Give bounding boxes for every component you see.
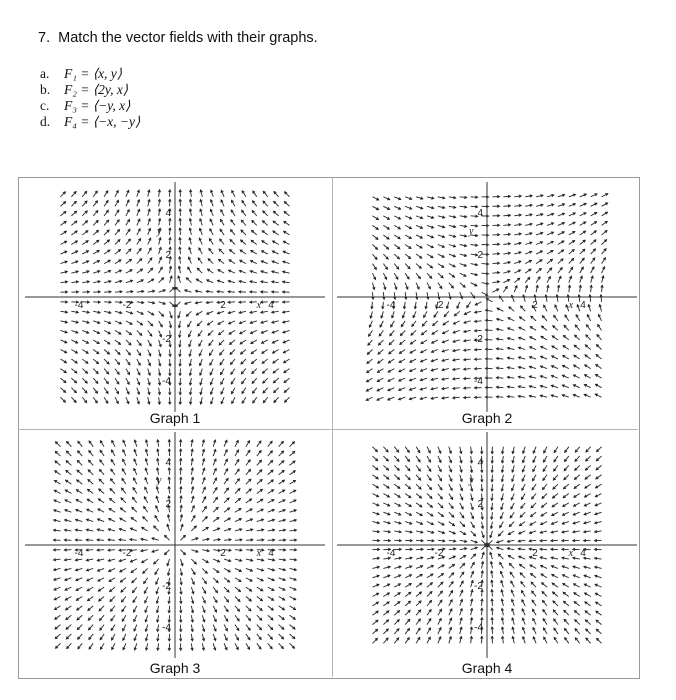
- y-axis-label: y: [157, 226, 162, 237]
- x-tick-label: 2: [532, 300, 538, 311]
- table-divider-vertical: [332, 177, 333, 677]
- x-axis-label: x: [568, 548, 574, 559]
- option-expression: F₂ = ⟨2y, x⟩: [64, 82, 129, 97]
- x-tick-label: -2: [434, 548, 444, 559]
- option-label: a.: [40, 66, 50, 81]
- y-tick-label: 4: [477, 208, 483, 219]
- y-tick-label: -2: [474, 334, 483, 345]
- question-number: 7.: [38, 30, 51, 46]
- y-axis-label: y: [469, 475, 474, 487]
- y-tick-label: -4: [162, 622, 171, 634]
- option-c: [40, 98, 140, 114]
- y-tick-label: 4: [477, 457, 483, 469]
- graph-3-svg: [25, 432, 325, 658]
- y-tick-label: -2: [162, 581, 171, 593]
- x-tick-label: -4: [74, 300, 84, 311]
- graph-1-plot: [25, 182, 325, 432]
- x-tick-label: 4: [580, 548, 586, 559]
- option-expression: F₁ = ⟨x, y⟩: [64, 66, 123, 81]
- graph-4-plot: [337, 432, 637, 682]
- question-heading: [38, 30, 318, 46]
- graph-4-svg: [337, 432, 637, 658]
- graph-2-caption: Graph 2: [461, 410, 513, 426]
- y-tick-label: -2: [474, 581, 483, 593]
- y-tick-label: 2: [477, 498, 483, 510]
- graph-3-plot: [25, 432, 325, 682]
- option-b: [40, 82, 140, 98]
- y-tick-label: -4: [162, 376, 171, 387]
- x-tick-label: 4: [580, 300, 586, 311]
- x-axis-label: x: [256, 548, 262, 559]
- y-tick-label: 4: [165, 457, 171, 469]
- x-tick-label: 2: [532, 548, 538, 559]
- y-tick-label: 2: [165, 250, 171, 261]
- x-tick-label: -4: [386, 548, 396, 559]
- y-tick-label: -2: [162, 334, 171, 345]
- option-expression: F₃ = ⟨−y, x⟩: [64, 98, 131, 113]
- option-d: [40, 114, 140, 130]
- x-tick-label: -4: [386, 300, 396, 311]
- y-tick-label: -4: [474, 376, 483, 387]
- y-axis-label: y: [157, 475, 162, 487]
- y-tick-label: 2: [477, 250, 483, 261]
- x-tick-label: 2: [220, 548, 226, 559]
- y-tick-label: 2: [165, 498, 171, 510]
- x-tick-label: 4: [268, 548, 274, 559]
- graph-1-caption: Graph 1: [149, 410, 201, 426]
- x-tick-label: 4: [268, 300, 274, 311]
- y-tick-label: -4: [474, 622, 483, 634]
- x-axis-label: x: [256, 300, 262, 311]
- option-label: d.: [40, 114, 51, 129]
- x-axis-label: x: [568, 300, 574, 311]
- options-list: [40, 66, 140, 130]
- option-expression: F₄ = ⟨−x, −y⟩: [64, 114, 141, 129]
- x-tick-label: -4: [74, 548, 84, 559]
- y-axis-label: y: [469, 226, 474, 237]
- graph-1-svg: [25, 182, 325, 412]
- graph-2-svg: [337, 182, 637, 412]
- option-a: [40, 66, 140, 82]
- graph-4-caption: Graph 4: [461, 660, 513, 676]
- x-tick-label: -2: [122, 548, 132, 559]
- graph-3-caption: Graph 3: [149, 660, 201, 676]
- y-tick-label: 4: [165, 208, 171, 219]
- x-tick-label: -2: [434, 300, 444, 311]
- option-label: b.: [40, 82, 51, 97]
- option-label: c.: [40, 98, 50, 113]
- x-tick-label: 2: [220, 300, 226, 311]
- x-tick-label: -2: [122, 300, 132, 311]
- graph-2-plot: [337, 182, 637, 432]
- question-text: Match the vector fields with their graphs.: [58, 30, 318, 46]
